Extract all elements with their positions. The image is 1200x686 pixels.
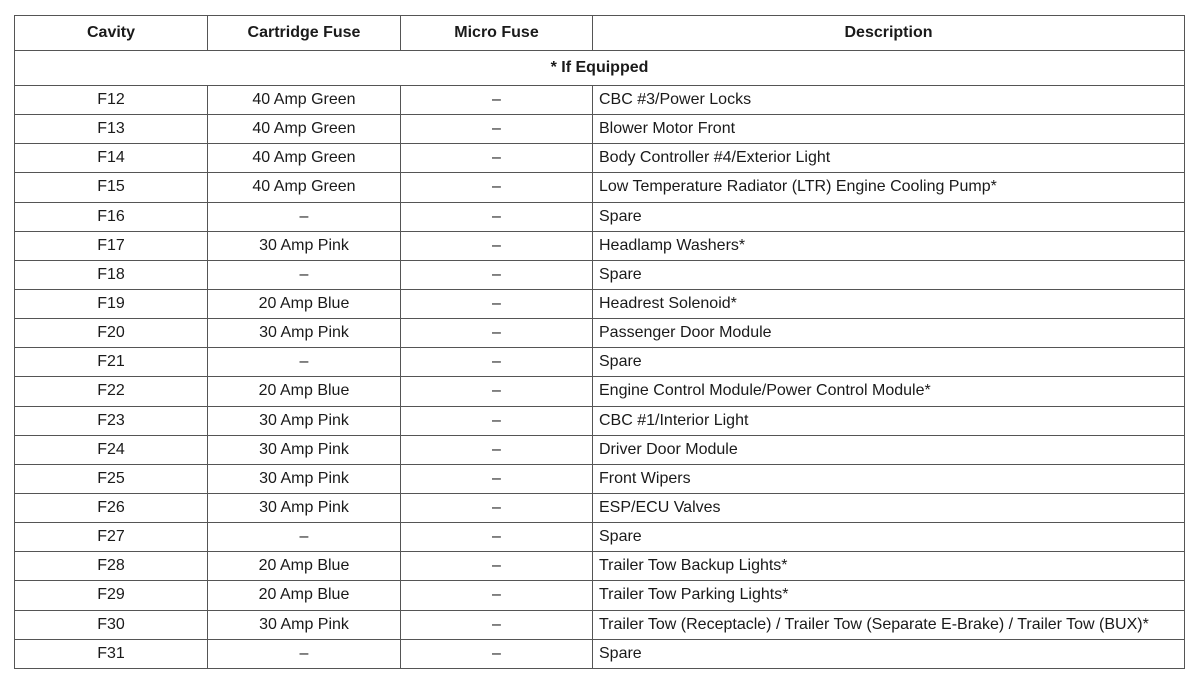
description-cell: Trailer Tow (Receptacle) / Trailer Tow (Separate E-Brake) / Trailer Tow (BUX)* — [593, 610, 1185, 639]
table-row — [15, 406, 1185, 435]
micro-fuse-cell: – — [401, 552, 593, 581]
description-cell: Spare — [593, 260, 1185, 289]
micro-fuse-cell: – — [401, 493, 593, 522]
cavity-cell: F25 — [15, 464, 208, 493]
table-row — [15, 173, 1185, 202]
micro-fuse-cell: – — [401, 464, 593, 493]
description-cell: Spare — [593, 639, 1185, 668]
cavity-cell: F23 — [15, 406, 208, 435]
cartridge-fuse-cell: 30 Amp Pink — [208, 435, 401, 464]
description-cell: Engine Control Module/Power Control Module* — [593, 377, 1185, 406]
header-description: Description — [593, 16, 1185, 51]
cartridge-fuse-cell: 30 Amp Pink — [208, 493, 401, 522]
cavity-cell: F20 — [15, 319, 208, 348]
description-cell: CBC #3/Power Locks — [593, 86, 1185, 115]
micro-fuse-cell: – — [401, 144, 593, 173]
cartridge-fuse-cell: 30 Amp Pink — [208, 319, 401, 348]
header-cavity: Cavity — [15, 16, 208, 51]
table-row — [15, 86, 1185, 115]
description-cell: Driver Door Module — [593, 435, 1185, 464]
cavity-cell: F27 — [15, 523, 208, 552]
micro-fuse-cell: – — [401, 173, 593, 202]
description-cell: Body Controller #4/Exterior Light — [593, 144, 1185, 173]
description-cell: Blower Motor Front — [593, 115, 1185, 144]
cavity-cell: F24 — [15, 435, 208, 464]
table-header-row — [15, 16, 1185, 51]
description-cell: CBC #1/Interior Light — [593, 406, 1185, 435]
cartridge-fuse-cell: – — [208, 202, 401, 231]
cartridge-fuse-cell: 30 Amp Pink — [208, 406, 401, 435]
table-row — [15, 319, 1185, 348]
description-cell: Low Temperature Radiator (LTR) Engine Cooling Pump* — [593, 173, 1185, 202]
cavity-cell: F29 — [15, 581, 208, 610]
micro-fuse-cell: – — [401, 289, 593, 318]
cartridge-fuse-cell: – — [208, 348, 401, 377]
cartridge-fuse-cell: 30 Amp Pink — [208, 231, 401, 260]
cavity-cell: F14 — [15, 144, 208, 173]
description-cell: Spare — [593, 202, 1185, 231]
table-row — [15, 493, 1185, 522]
micro-fuse-cell: – — [401, 86, 593, 115]
table-row — [15, 610, 1185, 639]
micro-fuse-cell: – — [401, 435, 593, 464]
cavity-cell: F21 — [15, 348, 208, 377]
micro-fuse-cell: – — [401, 231, 593, 260]
cartridge-fuse-cell: 30 Amp Pink — [208, 610, 401, 639]
cartridge-fuse-cell: 40 Amp Green — [208, 173, 401, 202]
cavity-cell: F19 — [15, 289, 208, 318]
table-row — [15, 581, 1185, 610]
table-row — [15, 348, 1185, 377]
cartridge-fuse-cell: 20 Amp Blue — [208, 552, 401, 581]
description-cell: Front Wipers — [593, 464, 1185, 493]
micro-fuse-cell: – — [401, 639, 593, 668]
micro-fuse-cell: – — [401, 202, 593, 231]
table-row — [15, 435, 1185, 464]
cavity-cell: F16 — [15, 202, 208, 231]
cartridge-fuse-cell: 40 Amp Green — [208, 115, 401, 144]
note-row — [15, 51, 1185, 86]
table-row — [15, 289, 1185, 318]
micro-fuse-cell: – — [401, 523, 593, 552]
cartridge-fuse-cell: 20 Amp Blue — [208, 289, 401, 318]
table-row — [15, 639, 1185, 668]
cavity-cell: F28 — [15, 552, 208, 581]
micro-fuse-cell: – — [401, 260, 593, 289]
table-row — [15, 202, 1185, 231]
micro-fuse-cell: – — [401, 319, 593, 348]
cavity-cell: F22 — [15, 377, 208, 406]
table-row — [15, 115, 1185, 144]
micro-fuse-cell: – — [401, 348, 593, 377]
cavity-cell: F15 — [15, 173, 208, 202]
table-row — [15, 144, 1185, 173]
header-micro-fuse: Micro Fuse — [401, 16, 593, 51]
cavity-cell: F12 — [15, 86, 208, 115]
description-cell: Trailer Tow Backup Lights* — [593, 552, 1185, 581]
table-row — [15, 464, 1185, 493]
description-cell: Trailer Tow Parking Lights* — [593, 581, 1185, 610]
cavity-cell: F13 — [15, 115, 208, 144]
cavity-cell: F26 — [15, 493, 208, 522]
micro-fuse-cell: – — [401, 377, 593, 406]
cartridge-fuse-cell: 30 Amp Pink — [208, 464, 401, 493]
table-row — [15, 377, 1185, 406]
description-cell: Headlamp Washers* — [593, 231, 1185, 260]
fuse-table — [14, 15, 1185, 669]
cavity-cell: F17 — [15, 231, 208, 260]
micro-fuse-cell: – — [401, 406, 593, 435]
description-cell: Spare — [593, 348, 1185, 377]
cartridge-fuse-cell: – — [208, 260, 401, 289]
cartridge-fuse-cell: 20 Amp Blue — [208, 581, 401, 610]
description-cell: Spare — [593, 523, 1185, 552]
cartridge-fuse-cell: 40 Amp Green — [208, 86, 401, 115]
header-cartridge-fuse: Cartridge Fuse — [208, 16, 401, 51]
micro-fuse-cell: – — [401, 581, 593, 610]
cartridge-fuse-cell: – — [208, 523, 401, 552]
cavity-cell: F18 — [15, 260, 208, 289]
description-cell: Passenger Door Module — [593, 319, 1185, 348]
micro-fuse-cell: – — [401, 610, 593, 639]
table-row — [15, 552, 1185, 581]
cavity-cell: F31 — [15, 639, 208, 668]
table-row — [15, 260, 1185, 289]
cavity-cell: F30 — [15, 610, 208, 639]
description-cell: Headrest Solenoid* — [593, 289, 1185, 318]
description-cell: ESP/ECU Valves — [593, 493, 1185, 522]
cartridge-fuse-cell: 20 Amp Blue — [208, 377, 401, 406]
micro-fuse-cell: – — [401, 115, 593, 144]
table-row — [15, 523, 1185, 552]
cartridge-fuse-cell: – — [208, 639, 401, 668]
table-row — [15, 231, 1185, 260]
cartridge-fuse-cell: 40 Amp Green — [208, 144, 401, 173]
if-equipped-note: * If Equipped — [15, 51, 1185, 86]
